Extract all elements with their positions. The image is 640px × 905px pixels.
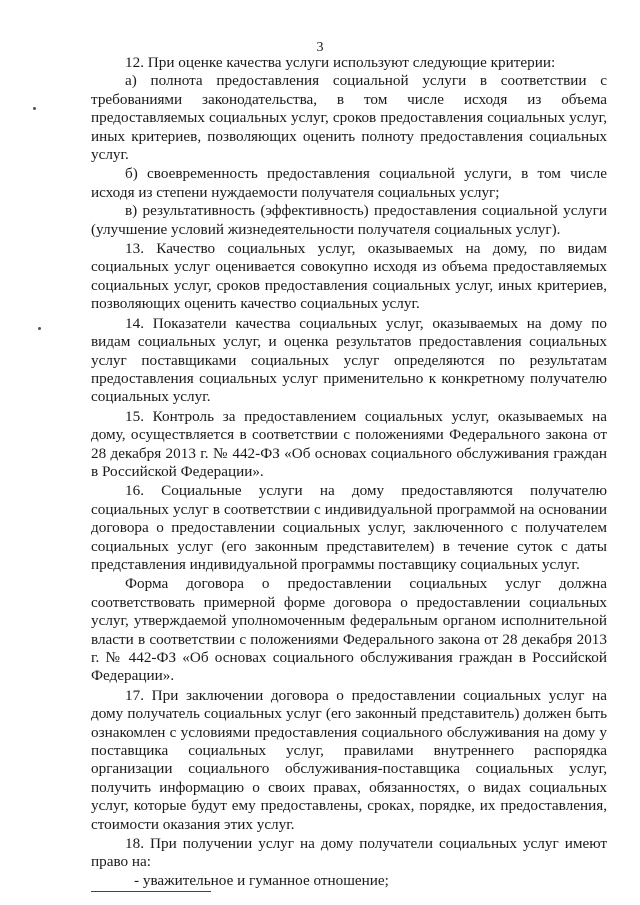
paragraph-17: 17. При заключении договора о предоставлении социальных услуг на дому получатель социальных услуг (его законный представитель) должен быть ознакомлен с условиями предоставления социального обслуживания на дому у поставщика социальных услуг, правилами внутреннего распорядка организации социального обслуживания-поставщика социальных услуг, получить информацию о своих правах, обязанностях, о видах социальных услуг, которые будут ему предоставлены, сроках, порядке, их предоставления, стоимости оказания этих услуг. [91, 686, 607, 833]
paragraph-12-b: б) своевременность предоставления социальной услуги, в том числе исходя из степени нуждаемости получателя социальных услуг; [91, 165, 607, 201]
document-body [91, 54, 607, 890]
scan-mark [33, 107, 36, 110]
list-item-respect: - уважительное и гуманное отношение; [134, 871, 389, 889]
paragraph-13: 13. Качество социальных услуг, оказываемых на дому, по видам социальных услуг оценивается совокупно исходя из объема предоставляемых социальных услуг, сроков предоставления социальных услуг, иных критериев, позволяющих оценить качество социальных услуг. [91, 240, 607, 313]
footnote-divider [91, 891, 211, 892]
page-number: 3 [316, 40, 324, 55]
paragraph-contract-form: Форма договора о предоставлении социальных услуг должна соответствовать примерной форме договора о предоставлении социальных услуг, утверждаемой уполномоченным федеральным органом исполнительной власти в соответствии с положениями Федерального закона от 28 декабря 2013 г. № 442-ФЗ «Об основах социального обслуживания граждан в Российской Федерации». [91, 575, 607, 685]
paragraph-14: 14. Показатели качества социальных услуг, оказываемых на дому по видам социальных услуг, и оценка результатов предоставления социальных услуг поставщиками социальных услуг определяются по результатам предоставления социальных услуг применительно к конкретному получателю социальных услуг. [91, 314, 607, 406]
paragraph-16: 16. Социальные услуги на дому предоставляются получателю социальных услуг в соответствии с индивидуальной программой на основании договора о предоставлении социальных услуг, заключенного с получателем социальных услуг (его законным представителем) в течение суток с даты представления индивидуальной программы поставщику социальных услуг. [91, 482, 607, 573]
paragraph-18: 18. При получении услуг на дому получатели социальных услуг имеют право на: [91, 835, 607, 871]
paragraph-12-c: в) результативность (эффективность) предоставления социальной услуги (улучшение условий жизнедеятельности получателя социальных услуг). [91, 202, 607, 238]
scan-mark [38, 327, 41, 330]
paragraph-15: 15. Контроль за предоставлением социальных услуг, оказываемых на дому, осуществляется в соответствии с положениями Федерального закона от 28 декабря 2013 г. № 442-ФЗ «Об основах социального обслуживания граждан в Российской Федерации». [91, 407, 607, 480]
paragraph-12-a: а) полнота предоставления социальной услуги в соответствии с требованиями законодательства, в том числе исходя из объема предоставляемых социальных услуг, сроков предоставления социальных услуг, иных критериев, позволяющих оценить полноту предоставления социальных услуг. [91, 72, 607, 164]
paragraph-12: 12. При оценке качества услуги используют следующие критерии: [125, 54, 556, 71]
